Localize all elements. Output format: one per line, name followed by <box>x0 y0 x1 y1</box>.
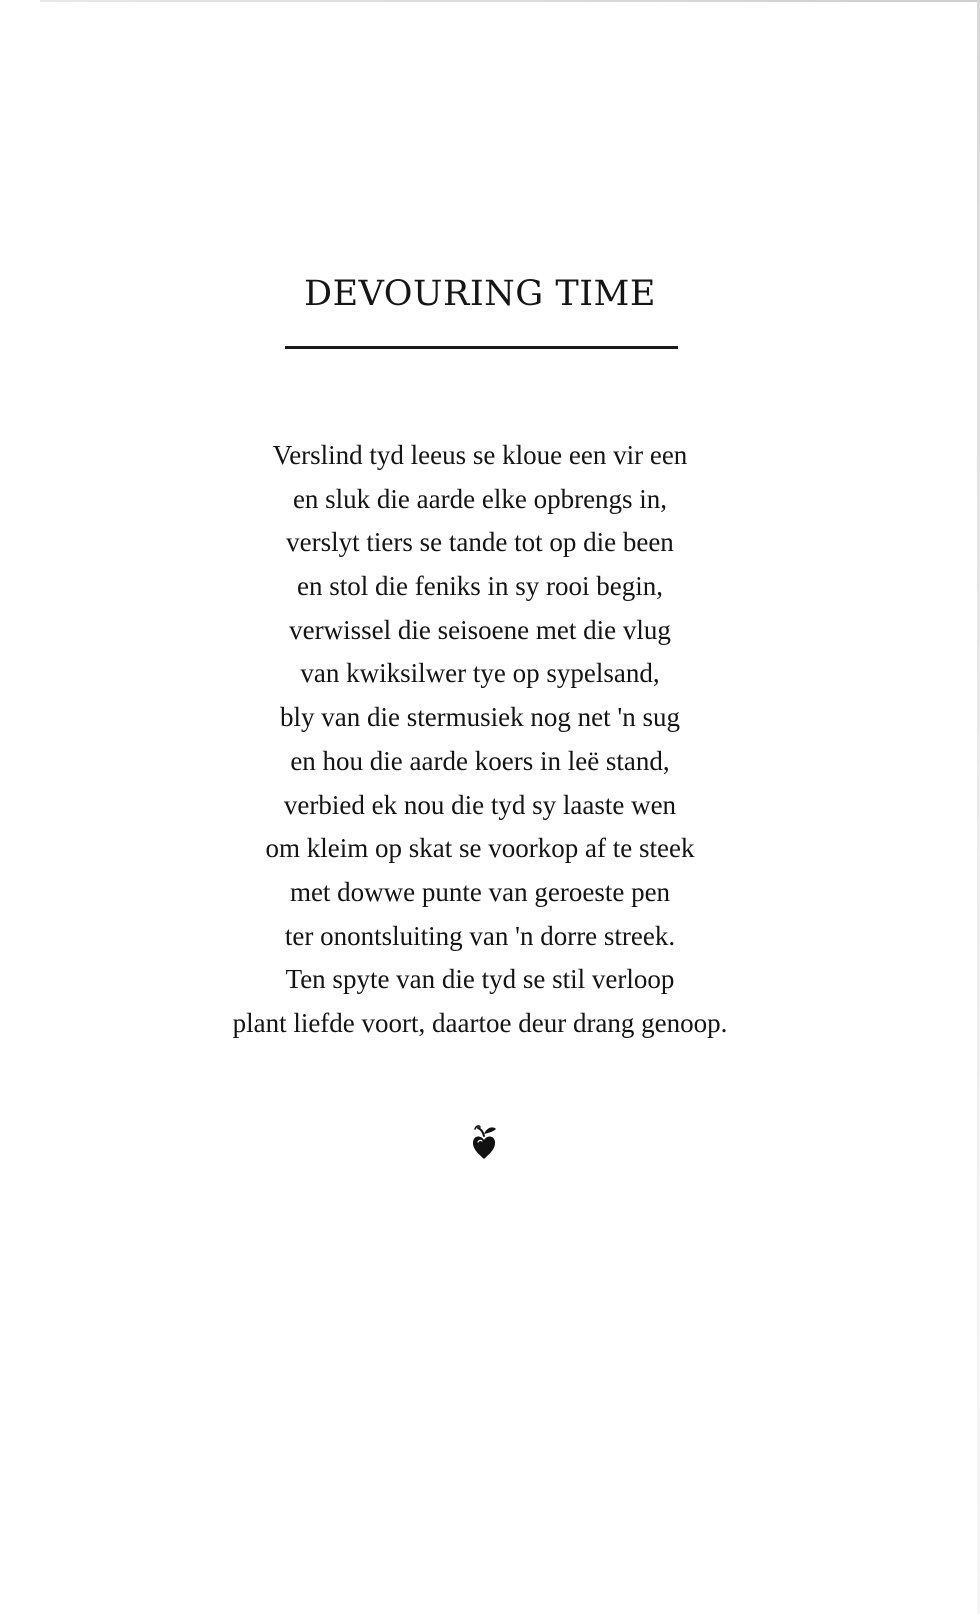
poem-line: met dowwe punte van geroeste pen <box>289 876 671 907</box>
poem-line: verwissel die seisoene met die vlug <box>289 614 671 645</box>
poem-line: en stol die feniks in sy rooi begin, <box>297 571 663 602</box>
poem-line: Verslind tyd leeus se kloue een vir een <box>272 440 688 470</box>
poem-body <box>0 434 960 1046</box>
title-underline-rule <box>285 346 678 349</box>
poem-line: Ten spyte van die tyd se stil verloop <box>285 964 675 995</box>
poem-title: DEVOURING TIME <box>304 274 656 314</box>
poem-line: verbied ek nou die tyd sy laaste wen <box>283 789 677 820</box>
poem-line: om kleim op skat se voorkop af te steek <box>265 833 695 864</box>
apple-leaf-ornament-icon <box>469 1124 499 1160</box>
page-edge-top <box>40 0 980 2</box>
poem-line: verslyt tiers se tande tot op die been <box>286 527 674 558</box>
poem-line: en sluk die aarde elke opbrengs in, <box>292 483 668 514</box>
poem-line: en hou die aarde koers in leë stand, <box>290 745 670 776</box>
poem-line: van kwiksilwer tye op sypelsand, <box>300 658 660 689</box>
poem-line: ter onontsluiting van 'n dorre streek. <box>284 920 676 951</box>
poem-line: plant liefde voort, daartoe deur drang genoop. <box>232 1007 728 1038</box>
poem-line: bly van die stermusiek nog net 'n sug <box>279 702 681 733</box>
